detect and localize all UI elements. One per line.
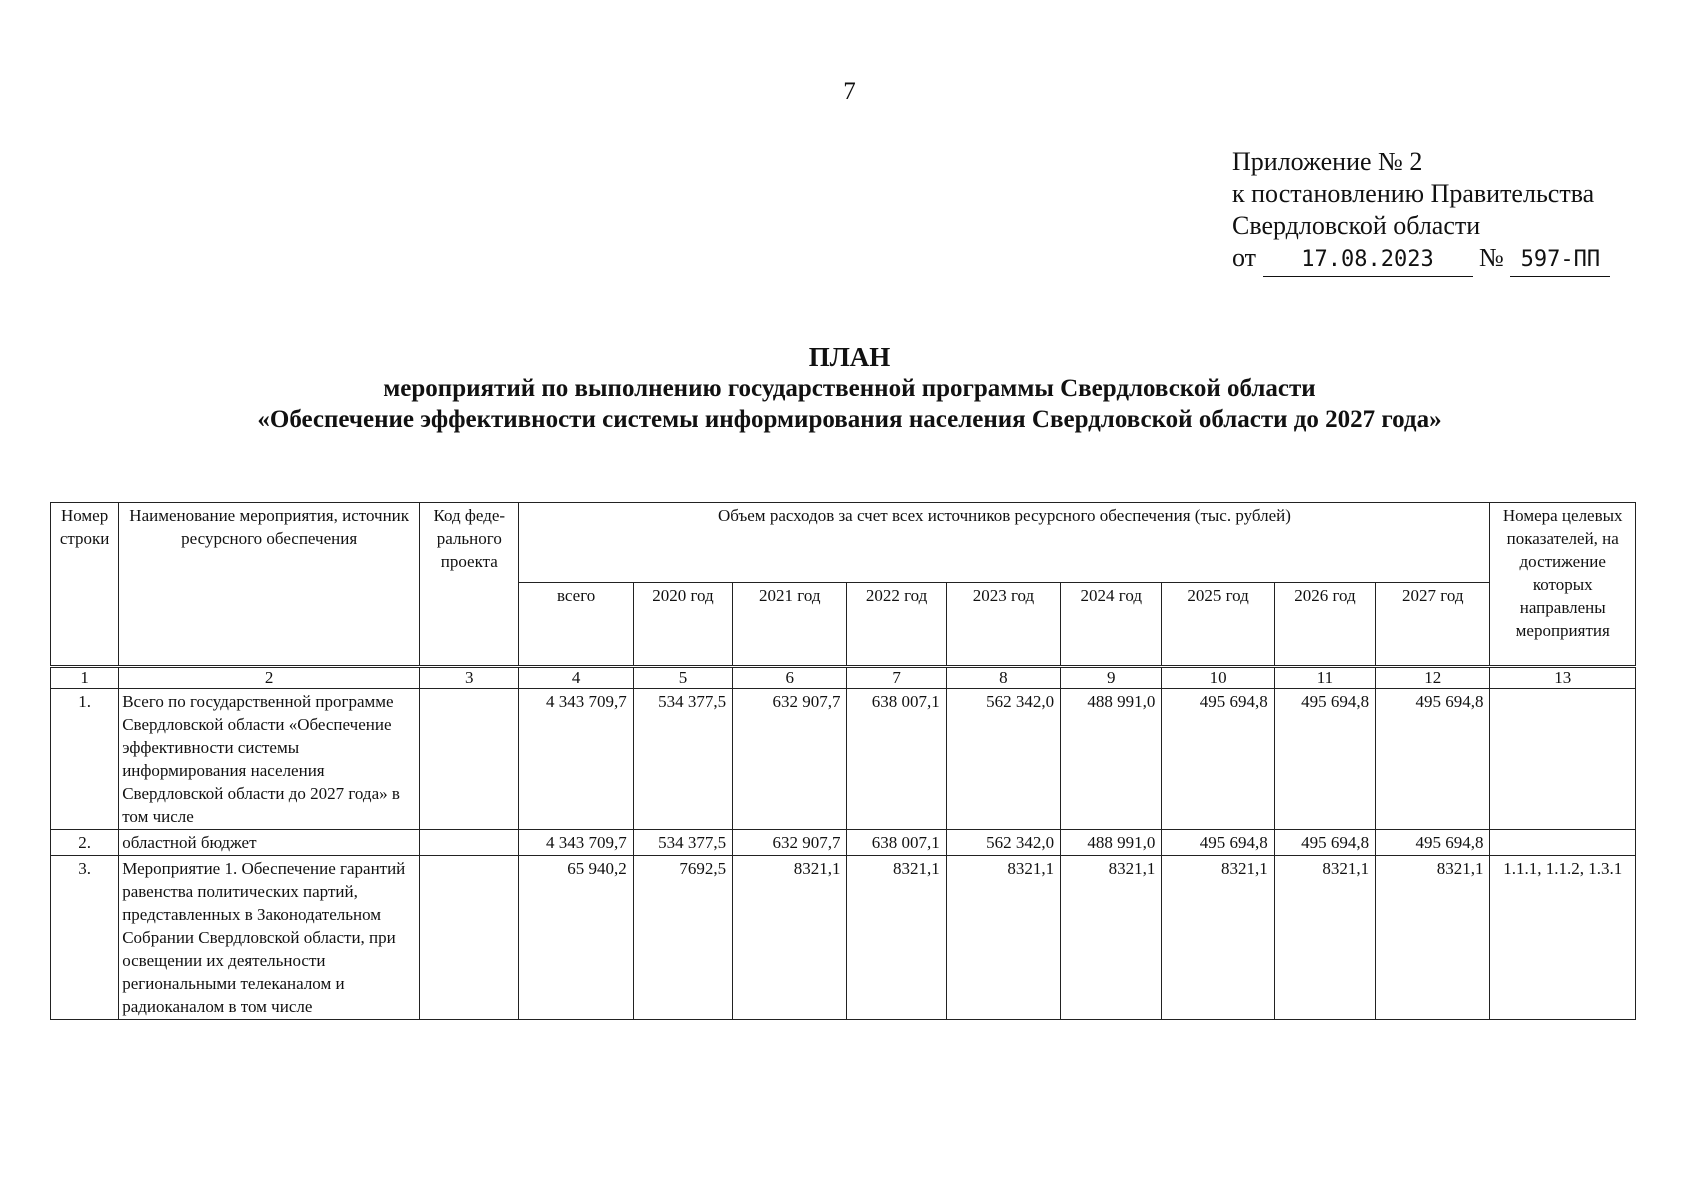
row-code [420, 689, 519, 830]
row-2024: 488 991,0 [1061, 689, 1162, 830]
appendix-block [1232, 146, 1610, 277]
page-number: 7 [843, 78, 856, 105]
column-index: 11 [1274, 667, 1375, 689]
row-indicators [1490, 689, 1636, 830]
row-total: 65 940,2 [519, 856, 633, 1020]
appendix-line-3: Свердловской области [1232, 211, 1481, 240]
row-code [420, 830, 519, 856]
column-index: 8 [946, 667, 1060, 689]
row-2020: 534 377,5 [633, 689, 732, 830]
header-indicators: Номера целевых показателей, на достижение которых направлены мероприятия [1490, 503, 1636, 667]
table-row [51, 856, 1636, 1020]
header-year-2024: 2024 год [1061, 583, 1162, 667]
column-index: 6 [733, 667, 847, 689]
row-2023: 562 342,0 [946, 689, 1060, 830]
row-2022: 8321,1 [847, 856, 946, 1020]
column-index: 9 [1061, 667, 1162, 689]
decree-number: 597-ПП [1510, 244, 1610, 277]
row-name: Мероприятие 1. Обеспечение гарантий равенства политических партий, представленных в Законодательном Собрании Свердловской области, при освещении их деятельности региональными телеканалом и радиоканалом в том числе [119, 856, 420, 1020]
column-index: 10 [1162, 667, 1274, 689]
row-2022: 638 007,1 [847, 689, 946, 830]
row-2021: 8321,1 [733, 856, 847, 1020]
row-total: 4 343 709,7 [519, 830, 633, 856]
row-2023: 8321,1 [946, 856, 1060, 1020]
header-code: Код феде-рального проекта [420, 503, 519, 667]
row-total: 4 343 709,7 [519, 689, 633, 830]
row-name: областной бюджет [119, 830, 420, 856]
row-2025: 8321,1 [1162, 856, 1274, 1020]
title-line-1: ПЛАН [808, 342, 891, 372]
row-2027: 495 694,8 [1376, 689, 1490, 830]
row-indicators [1490, 830, 1636, 856]
decree-date: 17.08.2023 [1263, 244, 1473, 277]
row-2021: 632 907,7 [733, 830, 847, 856]
appendix-line-1: Приложение № 2 [1232, 147, 1423, 176]
header-row-1 [51, 503, 1636, 583]
row-2024: 488 991,0 [1061, 830, 1162, 856]
header-total: всего [519, 583, 633, 667]
column-index-row [51, 667, 1636, 689]
row-indicators: 1.1.1, 1.1.2, 1.3.1 [1490, 856, 1636, 1020]
appendix-line-2: к постановлению Правительства [1232, 179, 1595, 208]
row-number: 1. [51, 689, 119, 830]
row-code [420, 856, 519, 1020]
header-row-number: Номер строки [51, 503, 119, 667]
row-number: 2. [51, 830, 119, 856]
header-year-2027: 2027 год [1376, 583, 1490, 667]
row-2021: 632 907,7 [733, 689, 847, 830]
row-2027: 495 694,8 [1376, 830, 1490, 856]
title-line-2: мероприятий по выполнению государственной программы Свердловской области [383, 375, 1316, 402]
column-index: 4 [519, 667, 633, 689]
column-index: 12 [1376, 667, 1490, 689]
column-index: 2 [119, 667, 420, 689]
column-index: 3 [420, 667, 519, 689]
row-2027: 8321,1 [1376, 856, 1490, 1020]
header-year-2020: 2020 год [633, 583, 732, 667]
column-index: 5 [633, 667, 732, 689]
row-number: 3. [51, 856, 119, 1020]
row-2020: 534 377,5 [633, 830, 732, 856]
header-name: Наименование мероприятия, источник ресурсного обеспечения [119, 503, 420, 667]
row-2026: 8321,1 [1274, 856, 1375, 1020]
row-2023: 562 342,0 [946, 830, 1060, 856]
row-2025: 495 694,8 [1162, 830, 1274, 856]
header-year-2021: 2021 год [733, 583, 847, 667]
header-year-2025: 2025 год [1162, 583, 1274, 667]
row-2022: 638 007,1 [847, 830, 946, 856]
row-2026: 495 694,8 [1274, 689, 1375, 830]
header-year-2022: 2022 год [847, 583, 946, 667]
table-row [51, 689, 1636, 830]
document-title [0, 342, 1699, 435]
number-label: № [1479, 243, 1504, 272]
row-2020: 7692,5 [633, 856, 732, 1020]
from-label: от [1232, 243, 1257, 272]
title-line-3: «Обеспечение эффективности системы информирования населения Свердловской области до 2027 года» [257, 406, 1442, 433]
plan-table [50, 502, 1636, 1020]
header-year-2026: 2026 год [1274, 583, 1375, 667]
appendix-date-line [1232, 242, 1610, 277]
column-index: 7 [847, 667, 946, 689]
column-index: 1 [51, 667, 119, 689]
row-2025: 495 694,8 [1162, 689, 1274, 830]
header-year-2023: 2023 год [946, 583, 1060, 667]
column-index: 13 [1490, 667, 1636, 689]
row-name: Всего по государственной программе Свердловской области «Обеспечение эффективности системы информирования населения Свердловской области до 2027 года» в том числе [119, 689, 420, 830]
row-2026: 495 694,8 [1274, 830, 1375, 856]
header-expenses-group: Объем расходов за счет всех источников ресурсного обеспечения (тыс. рублей) [519, 503, 1490, 583]
row-2024: 8321,1 [1061, 856, 1162, 1020]
table-row [51, 830, 1636, 856]
